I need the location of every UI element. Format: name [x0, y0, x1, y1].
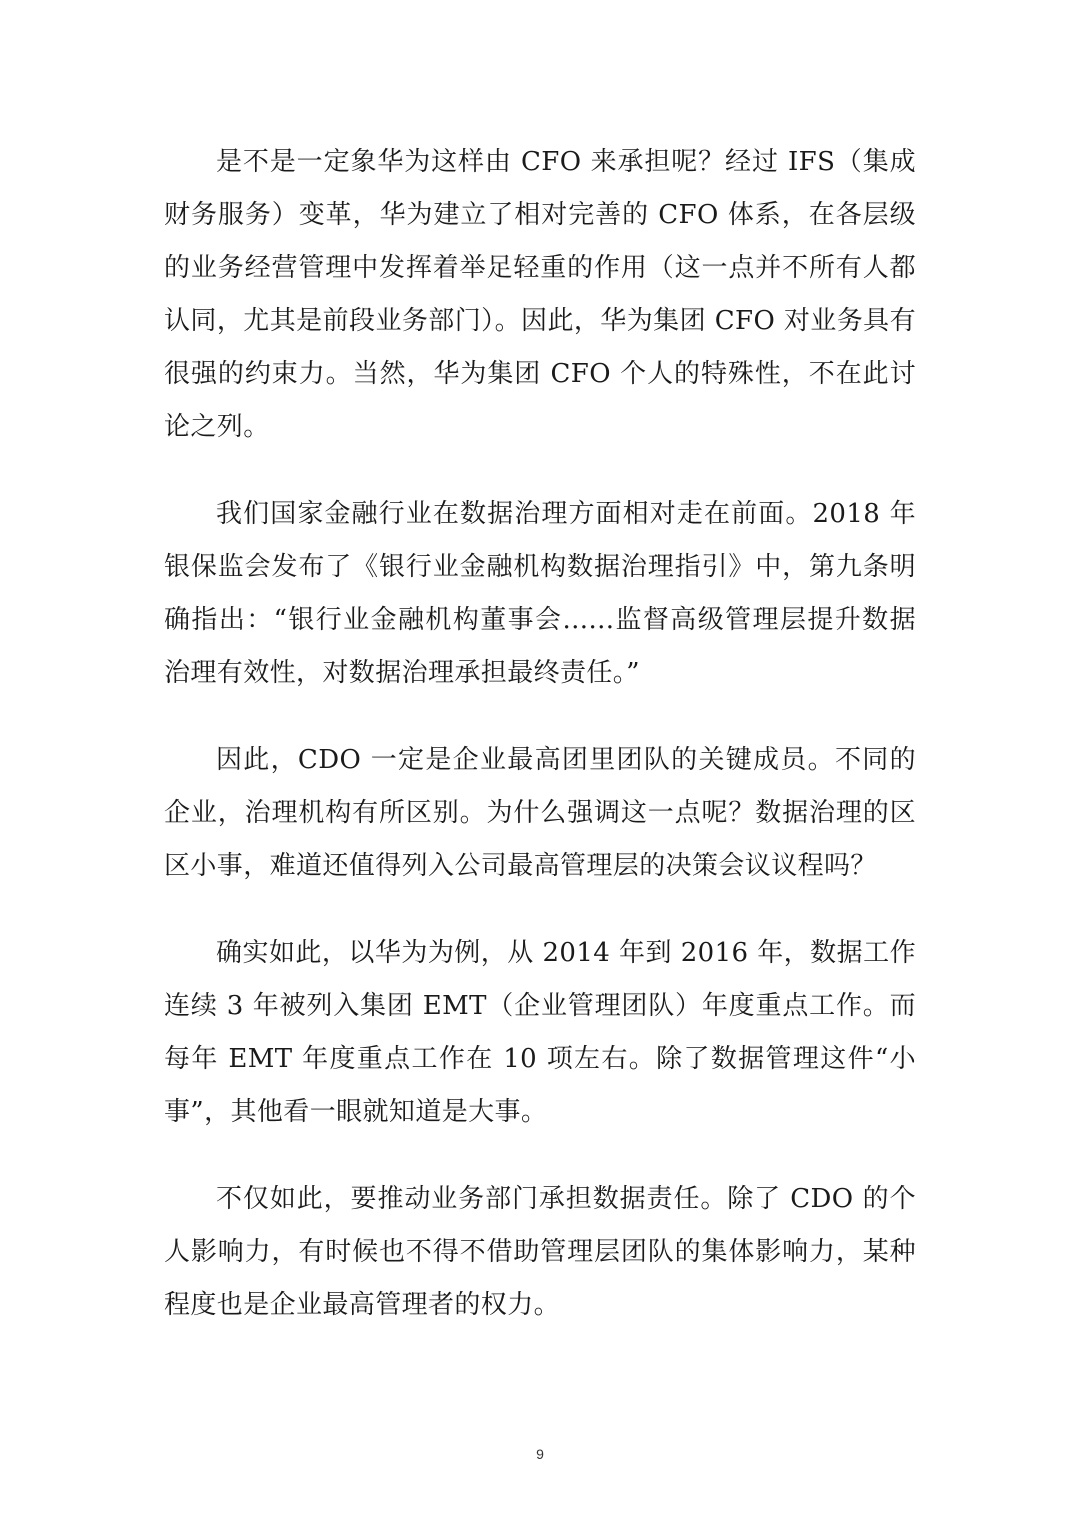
paragraph-cfo-responsibility: 是不是一定象华为这样由 CFO 来承担呢？经过 IFS（集成财务服务）变革，华为建立了相对完善的 CFO 体系，在各层级的业务经营管理中发挥着举足轻重的作用（这一点并不所有人都认同，尤其是前段业务部门）。因此，华为集团 CFO 对业务具有很强的约束力。当然，华为集团 CFO 个人的特殊性，不在此讨论之列。	[164, 147, 916, 442]
page-body	[164, 136, 916, 1366]
paragraph-management-influence: 不仅如此，要推动业务部门承担数据责任。除了 CDO 的个人影响力，有时候也不得不借助管理层团队的集体影响力，某种程度也是企业最高管理者的权力。	[164, 1184, 916, 1320]
page-number: 9	[536, 1446, 544, 1462]
paragraph-cdo-key-member: 因此，CDO 一定是企业最高团里团队的关键成员。不同的企业，治理机构有所区别。为什么强调这一点呢？数据治理的区区小事，难道还值得列入公司最高管理层的决策会议议程吗？	[164, 745, 916, 881]
paragraph-huawei-example: 确实如此，以华为为例，从 2014 年到 2016 年，数据工作连续 3 年被列入集团 EMT（企业管理团队）年度重点工作。而每年 EMT 年度重点工作在 10 项左右。除了数据管理这件“小事”，其他看一眼就知道是大事。	[164, 938, 916, 1127]
paragraph-financial-industry: 我们国家金融行业在数据治理方面相对走在前面。2018 年银保监会发布了《银行业金融机构数据治理指引》中，第九条明确指出：“银行业金融机构董事会......监督高级管理层提升数据治理有效性，对数据治理承担最终责任。”	[164, 499, 916, 688]
